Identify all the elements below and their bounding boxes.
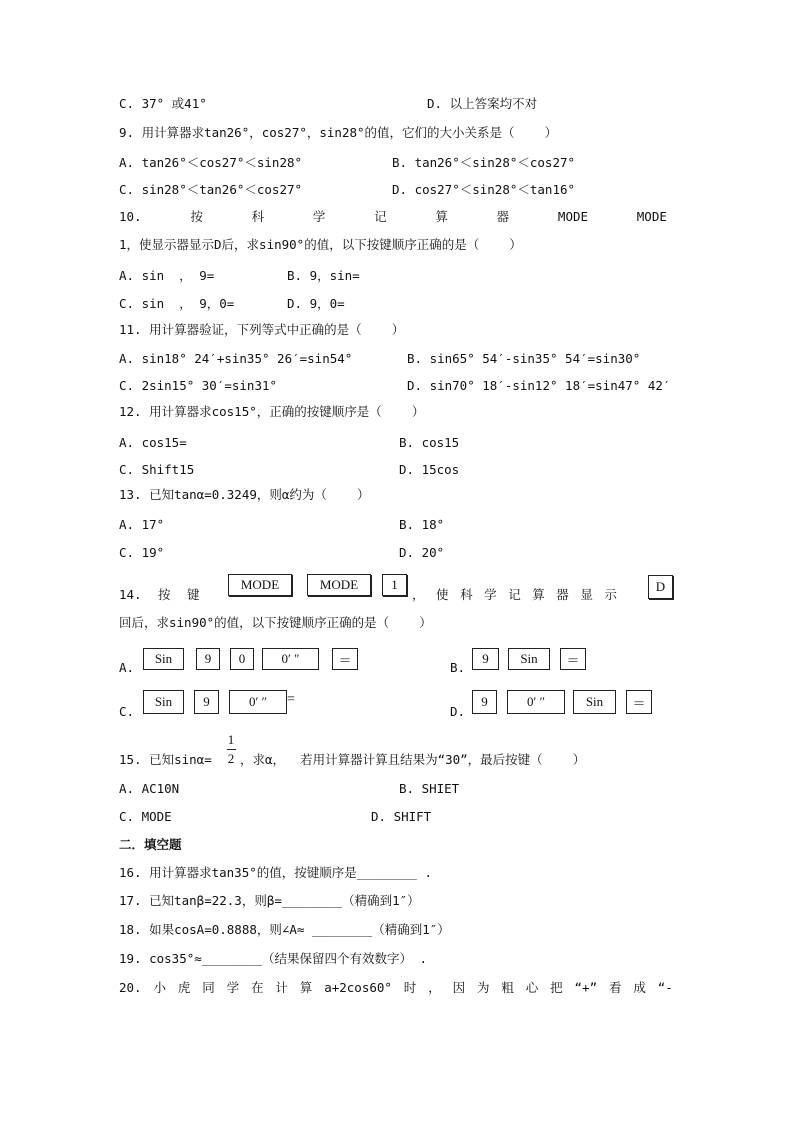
section-heading-fill-in: 二．填空题 <box>119 837 182 852</box>
key-sin: Sin <box>143 648 184 670</box>
key-sin: Sin <box>143 690 184 714</box>
key-sin: Sin <box>573 690 616 714</box>
q20-word: 因 <box>452 980 466 995</box>
q20-word: “+” <box>574 980 598 995</box>
q15-option-d: D. SHIFT <box>371 809 432 824</box>
q18-question: 18. 如果cosA=0.8888，则∠A≈ ________（精确到1″） <box>119 922 450 937</box>
q9-question: 9. 用计算器求tan26°，cos27°，sin28°的值，它们的大小关系是（ ） <box>119 125 558 140</box>
q20-word: 20. <box>119 980 142 995</box>
key-sin: Sin <box>508 648 550 670</box>
q15-option-a: A. AC10N <box>119 781 180 796</box>
fraction-denominator: 2 <box>227 751 235 766</box>
q20-word: 虎 <box>177 980 191 995</box>
q10-word: 按 <box>190 209 203 224</box>
q10-question-line2: 1，使显示器显示D后，求sin90°的值，以下按键顺序正确的是（ ） <box>119 237 522 252</box>
q20-word: 同 <box>202 980 215 995</box>
q10-word: 10. <box>119 209 142 224</box>
q12-option-a: A. cos15= <box>119 435 187 450</box>
q13-option-d: D. 20° <box>399 545 445 560</box>
q20-word: 在 <box>251 980 264 995</box>
q14-option-a-label: A. <box>119 660 135 675</box>
key-d: D <box>648 575 673 599</box>
q14-word: 示 <box>604 587 617 602</box>
fraction-numerator: 1 <box>227 732 235 747</box>
key-mode-2: MODE <box>307 574 371 596</box>
q20-word: ， <box>428 980 441 995</box>
q14-option-b-label: B. <box>450 660 466 675</box>
q20-word: 成 <box>633 980 646 995</box>
q14-word: 科 <box>460 587 473 602</box>
q14-word: 使 <box>436 587 449 602</box>
q14-word: 显 <box>580 587 593 602</box>
fraction-bar <box>227 749 236 750</box>
q12-option-d: D. 15cos <box>399 462 460 477</box>
q15-question-post: ，求α， 若用计算器计算且结果为“30”，最后按键（ ） <box>240 752 586 767</box>
q14-option-d-label: D. <box>450 704 466 719</box>
q20-word: 算 <box>299 980 313 995</box>
q10-word: 记 <box>374 209 387 224</box>
q10-word: 学 <box>312 209 326 224</box>
q10-option-a: A. sin ， 9= <box>119 268 215 283</box>
q15-option-b: B. SHIET <box>399 781 460 796</box>
q10-word: 算 <box>435 209 448 224</box>
q11-question: 11. 用计算器验证，下列等式中正确的是（ ） <box>119 322 405 337</box>
key-0: 0 <box>230 648 254 670</box>
q12-option-c: C. Shift15 <box>119 462 195 477</box>
q14-word: 器 <box>556 587 569 602</box>
q14-word: 学 <box>484 587 497 602</box>
key-equals: ＝ <box>626 690 652 714</box>
q10-question-line1 <box>119 209 667 225</box>
q14-word: 记 <box>508 587 521 602</box>
q13-question: 13. 已知tanα=0.3249，则α约为（ ） <box>119 487 370 502</box>
plain-equals: = <box>287 692 295 707</box>
q20-word: 计 <box>275 980 288 995</box>
key-equals: ＝ <box>560 648 586 670</box>
q14-word: 键 <box>187 587 200 602</box>
q19-question: 19. cos35°≈________（结果保留四个有效数字） . <box>119 951 428 966</box>
q10-option-d: D. 9，0= <box>287 296 345 311</box>
q8-option-c: C. 37° 或41° <box>119 96 207 111</box>
fraction-one-half <box>224 732 238 767</box>
q9-option-d: D. cos27°＜sin28°＜tan16° <box>392 182 576 197</box>
q13-option-c: C. 19° <box>119 545 165 560</box>
q14-question-line2: 回后，求sin90°的值，以下按键顺序正确的是（ ） <box>119 615 432 630</box>
q11-option-c: C. 2sin15° 30′=sin31° <box>119 378 278 393</box>
q20-word: 心 <box>525 980 539 995</box>
q20-word: 为 <box>476 980 490 995</box>
key-dms: 0′ ″ <box>229 690 287 714</box>
key-1: 1 <box>382 574 407 596</box>
q11-option-b: B. sin65° 54′-sin35° 54′=sin30° <box>407 351 641 366</box>
q9-option-c: C. sin28°＜tan26°＜cos27° <box>119 182 303 197</box>
key-equals: ＝ <box>332 648 358 670</box>
key-9: 9 <box>472 648 499 670</box>
q20-word: 把 <box>550 980 563 995</box>
q8-option-d: D. 以上答案均不对 <box>427 96 538 111</box>
q11-option-d: D. sin70° 18′-sin12° 18′=sin47° 42′ <box>407 378 671 393</box>
q13-option-b: B. 18° <box>399 517 445 532</box>
q20-word: 学 <box>226 980 240 995</box>
q10-option-b: B. 9，sin= <box>287 268 360 283</box>
q10-word: MODE <box>557 209 589 224</box>
key-9: 9 <box>196 648 220 670</box>
key-mode-1: MODE <box>228 574 292 596</box>
q10-word: 器 <box>496 209 510 224</box>
q20-word: 粗 <box>501 980 514 995</box>
q20-question-line1 <box>119 980 673 996</box>
q20-word: 时 <box>403 980 417 995</box>
q15-question-pre: 15. 已知sinα= <box>119 752 212 767</box>
q10-word: 科 <box>251 209 265 224</box>
q14-word: 按 <box>158 587 171 602</box>
q20-word: 小 <box>153 980 166 995</box>
q20-word: a+2cos60° <box>324 980 392 995</box>
q16-question: 16. 用计算器求tan35°的值，按键顺序是________ . <box>119 865 433 880</box>
q20-word: “- <box>657 980 673 995</box>
q17-question: 17. 已知tanβ=22.3，则β=________（精确到1″） <box>119 893 420 908</box>
q9-option-a: A. tan26°＜cos27°＜sin28° <box>119 155 303 170</box>
q14-line1-tail <box>412 587 617 603</box>
key-dms: 0′ ″ <box>262 648 319 670</box>
q11-option-a: A. sin18° 24′+sin35° 26′=sin54° <box>119 351 353 366</box>
key-9: 9 <box>472 690 497 714</box>
q10-option-c: C. sin ， 9，0= <box>119 296 235 311</box>
q9-option-b: B. tan26°＜sin28°＜cos27° <box>392 155 576 170</box>
q20-word: 看 <box>608 980 622 995</box>
q14-option-c-label: C. <box>119 704 135 719</box>
q14-word: 算 <box>532 587 545 602</box>
q14-word: ， <box>412 587 425 602</box>
q12-option-b: B. cos15 <box>399 435 460 450</box>
q13-option-a: A. 17° <box>119 517 165 532</box>
key-9: 9 <box>194 690 219 714</box>
q15-option-c: C. MODE <box>119 809 172 824</box>
q14-number: 14. <box>119 587 142 602</box>
q10-word: MODE <box>636 209 667 224</box>
q12-question: 12. 用计算器求cos15°，正确的按键顺序是（ ） <box>119 404 425 419</box>
key-dms: 0′ ″ <box>507 690 565 714</box>
